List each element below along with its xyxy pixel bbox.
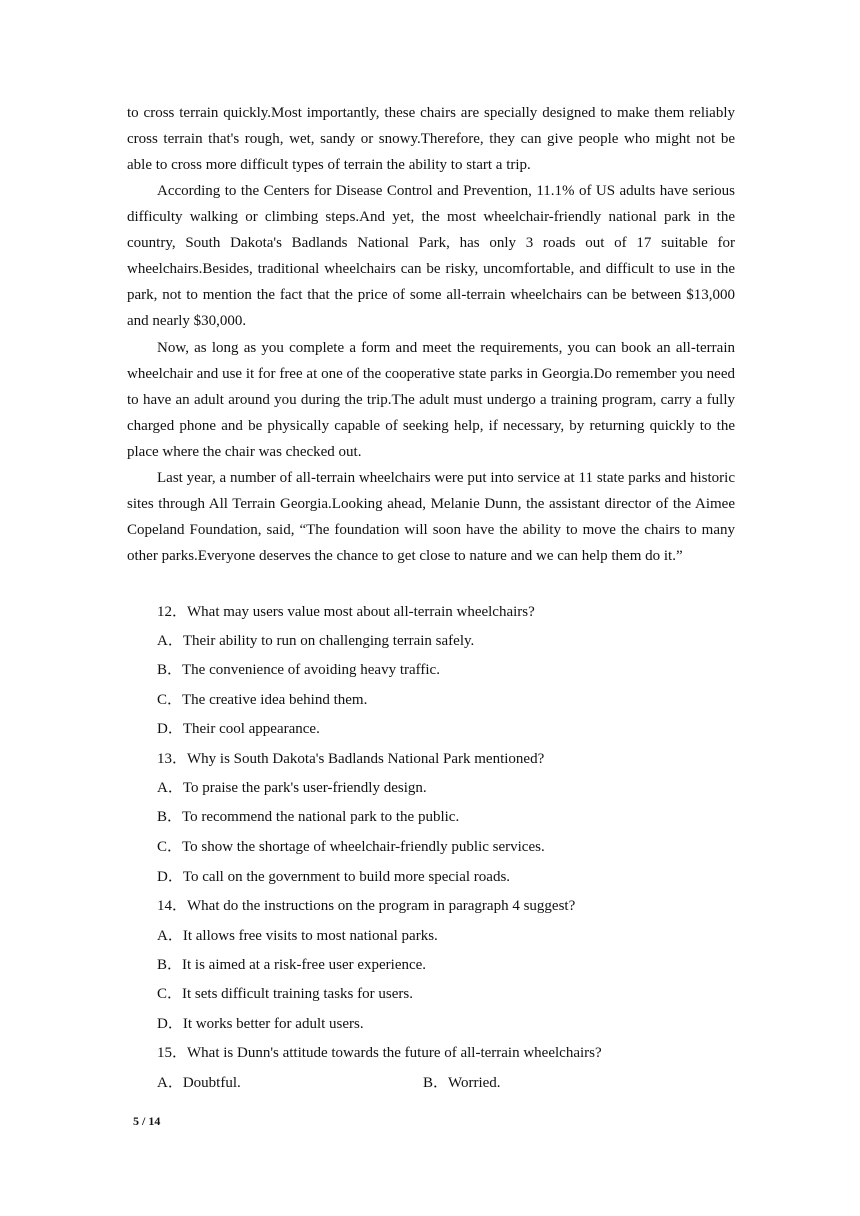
question-12-option-b: B．The convenience of avoiding heavy traffic. bbox=[157, 662, 440, 678]
question-14-stem: 14．What do the instructions on the program in paragraph 4 suggest? bbox=[157, 898, 576, 914]
question-15-stem: 15．What is Dunn's attitude towards the future of all-terrain wheelchairs? bbox=[157, 1045, 602, 1061]
page-number: 5 / 14 bbox=[133, 1114, 161, 1128]
passage-paragraph-1: to cross terrain quickly.Most importantly, these chairs are specially designed to make them reliably cross terrain that's rough, wet, sandy or snowy.Therefore, they can give people who might not be able to cross more difficult types of terrain the ability to start a trip. bbox=[127, 105, 735, 173]
question-15-option-b: B．Worried. bbox=[423, 1075, 501, 1091]
question-13-option-c: C．To show the shortage of wheelchair-friendly public services. bbox=[157, 839, 545, 855]
passage-paragraph-3: Now, as long as you complete a form and meet the requirements, you can book an all-terrain wheelchair and use it for free at one of the cooperative state parks in Georgia.Do remember you need to have an adult around you during the trip.The adult must undergo a training program, carry a fully charged phone and be physically capable of seeking help, if necessary, by returning quickly to the place where the chair was checked out. bbox=[127, 340, 735, 460]
question-13-option-a: A．To praise the park's user-friendly design. bbox=[157, 780, 427, 796]
question-12-option-a: A．Their ability to run on challenging terrain safely. bbox=[157, 633, 475, 649]
question-13-option-d: D．To call on the government to build more special roads. bbox=[157, 869, 511, 885]
question-12-stem: 12．What may users value most about all-terrain wheelchairs? bbox=[157, 604, 535, 620]
question-13-stem: 13．Why is South Dakota's Badlands National Park mentioned? bbox=[157, 751, 545, 767]
question-12-option-c: C．The creative idea behind them. bbox=[157, 692, 368, 708]
passage-paragraph-4: Last year, a number of all-terrain wheelchairs were put into service at 11 state parks and historic sites through All Terrain Georgia.Looking ahead, Melanie Dunn, the assistant director of the Aimee Copeland Foundation, said, “The foundation will soon have the ability to move the chairs to many other parks.Everyone deserves the chance to get close to nature and we can help them do it.” bbox=[127, 470, 735, 564]
question-12-option-d: D．Their cool appearance. bbox=[157, 721, 320, 737]
question-13-option-b: B．To recommend the national park to the public. bbox=[157, 809, 460, 825]
question-14-option-c: C．It sets difficult training tasks for users. bbox=[157, 986, 413, 1002]
question-14-option-b: B．It is aimed at a risk-free user experience. bbox=[157, 957, 427, 973]
question-14-option-d: D．It works better for adult users. bbox=[157, 1016, 364, 1032]
question-14-option-a: A．It allows free visits to most national parks. bbox=[157, 928, 438, 944]
passage-paragraph-2: According to the Centers for Disease Control and Prevention, 11.1% of US adults have serious difficulty walking or climbing steps.And yet, the most wheelchair-friendly national park in the country, South Dakota's Badlands National Park, has only 3 roads out of 17 suitable for wheelchairs.Besides, traditional wheelchairs can be risky, uncomfortable, and difficult to use in the park, not to mention the fact that the price of some all-terrain wheelchairs can be between $13,000 and nearly $30,000. bbox=[127, 183, 735, 329]
question-15-option-a: A．Doubtful. bbox=[157, 1075, 241, 1091]
